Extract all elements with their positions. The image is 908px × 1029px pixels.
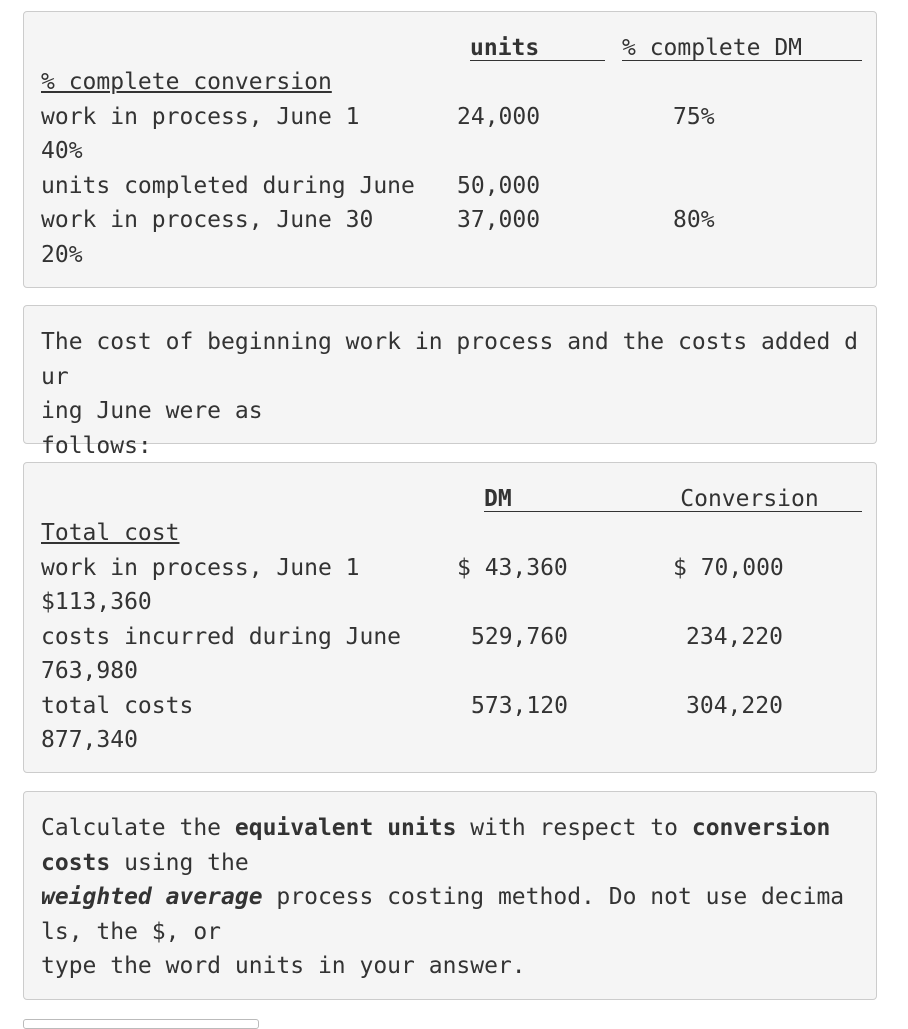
question-bold-italic-weighted-average: weighted average: [41, 884, 263, 910]
row-units: 24,000: [457, 104, 541, 130]
row-total: 763,980: [41, 658, 138, 684]
row-label: units completed during June: [41, 173, 415, 199]
col-header-pct-dm: % complete DM: [622, 31, 862, 61]
question-part: process costing method. Do not use decima ls, the $, or type the word units in your answer.: [41, 884, 845, 979]
units-table-box: [23, 11, 877, 288]
row-pct-dm: 80%: [673, 207, 715, 233]
row-dm: 573,120: [471, 693, 568, 719]
row-conv: 304,220: [686, 693, 783, 719]
row-units: 37,000: [457, 207, 541, 233]
intro-text-box: [23, 305, 877, 459]
question-part: using the: [124, 849, 249, 876]
row-total: $113,360: [41, 589, 152, 615]
row-label: work in process, June 1: [41, 104, 360, 130]
row-conv: 234,220: [686, 624, 783, 650]
row-pct-dm: 75%: [673, 104, 715, 130]
cost-table-box: [23, 462, 877, 773]
row-total: 877,340: [41, 727, 138, 753]
row-pct-conv: 20%: [41, 242, 83, 268]
row-label: work in process, June 30: [41, 207, 374, 233]
col-header-dm: DM: [484, 482, 637, 512]
row-label: costs incurred during June: [41, 624, 402, 650]
row-conv: $ 70,000: [673, 555, 784, 581]
col-header-conversion: Conversion: [637, 482, 862, 512]
col-header-units: units: [470, 31, 605, 61]
question-text: [41, 811, 871, 984]
intro-text: The cost of beginning work in process and the costs added dur ing June were as follows:: [41, 329, 858, 459]
question-bold-conversion-costs: conversion costs: [41, 815, 831, 876]
row-dm: 529,760: [471, 624, 568, 650]
row-label: work in process, June 1: [41, 555, 360, 581]
col-header-pct-conversion: % complete conversion: [41, 69, 332, 95]
row-pct-conv: 40%: [41, 138, 83, 164]
question-box: [23, 791, 877, 1000]
row-label: total costs: [41, 693, 194, 719]
col-header-total: Total cost: [41, 520, 180, 546]
question-part: with respect to: [456, 815, 692, 841]
row-dm: $ 43,360: [457, 555, 568, 581]
question-part: Calculate the: [41, 815, 235, 841]
row-units: 50,000: [457, 173, 541, 199]
question-bold-equivalent-units: equivalent units: [234, 815, 457, 841]
answer-input[interactable]: [23, 1019, 259, 1029]
